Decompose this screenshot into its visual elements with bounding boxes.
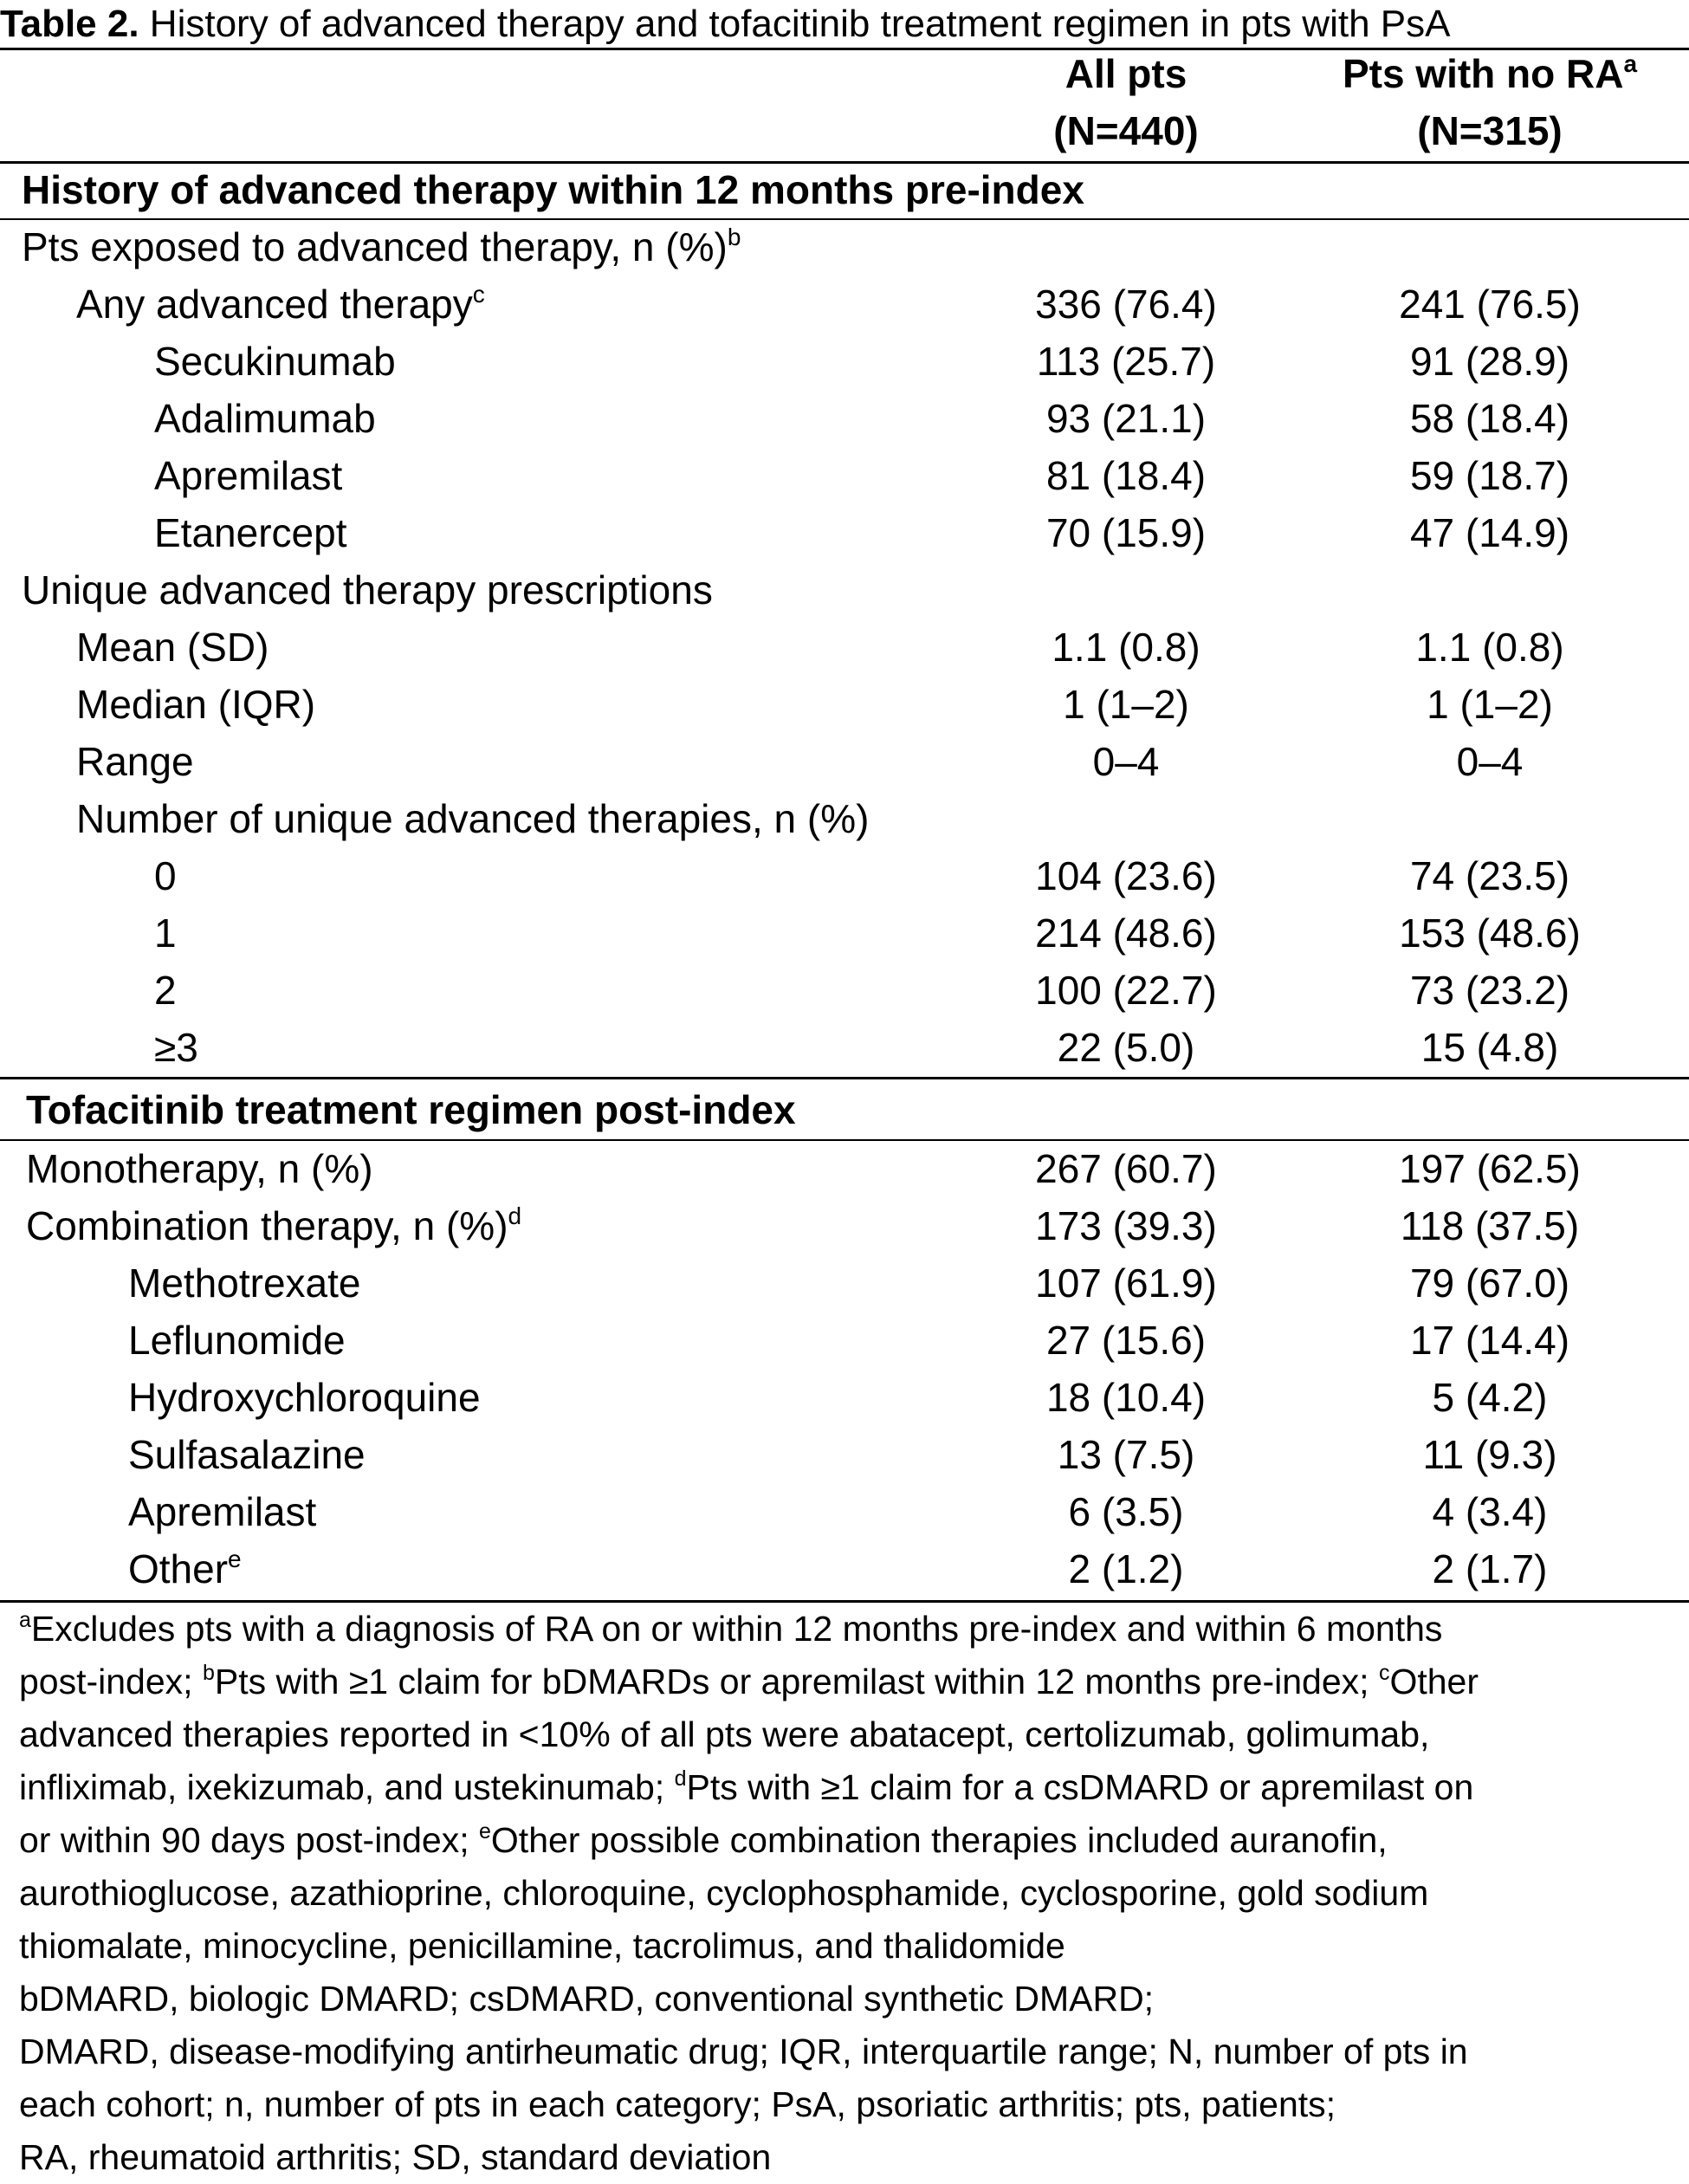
cell-all-pts: 0–4 [1092, 739, 1160, 784]
footnote-line: or within 90 days post-index; $^e$Other possible combination therapies included auranofin, [19, 1819, 1388, 1860]
cell-no-ra: 17 (14.4) [1409, 1318, 1570, 1363]
cell-no-ra: 74 (23.5) [1409, 853, 1570, 898]
cell-no-ra: 1 (1–2) [1427, 682, 1553, 727]
col-header-all-pts-title: All pts [1065, 51, 1187, 96]
table-row [0, 447, 1689, 504]
cell-all-pts: 13 (7.5) [1057, 1432, 1195, 1477]
cell-all-pts: 1.1 (0.8) [1052, 625, 1200, 670]
table-row [0, 1197, 1689, 1254]
table-row [0, 275, 1689, 333]
cell-all-pts: 104 (23.6) [1035, 853, 1217, 898]
row-label: 0 [154, 853, 177, 898]
cell-all-pts: 27 (15.6) [1045, 1318, 1207, 1363]
row-label: Unique advanced therapy prescriptions [22, 567, 713, 612]
footnote-line: infliximab, ixekizumab, and ustekinumab; $^d$Pts with ≥1 claim for a csDMARD or apremilast on [19, 1766, 1474, 1807]
abbreviation-line: RA, rheumatoid arthritis; SD, standard deviation [19, 2137, 772, 2177]
cell-no-ra: 91 (28.9) [1409, 339, 1570, 384]
table-row [0, 504, 1689, 561]
section-divider-rule [0, 1077, 1689, 1079]
row-label: 2 [154, 968, 177, 1013]
cell-all-pts: 267 (60.7) [1035, 1146, 1217, 1191]
cell-all-pts: 6 (3.5) [1068, 1489, 1184, 1534]
row-label: Apremilast [128, 1489, 317, 1534]
section-title: History of advanced therapy within 12 months pre-index [22, 167, 1084, 212]
footnote-line: advanced therapies reported in <10% of all pts were abatacept, certolizumab, golimumab, [19, 1714, 1430, 1754]
row-label: Range [76, 739, 194, 784]
caption-text: History of advanced therapy and tofacitinib treatment regimen in pts with PsA [139, 3, 1451, 45]
col-header-all-pts [961, 45, 1291, 159]
table-row [0, 561, 1689, 619]
cell-all-pts: 173 (39.3) [1035, 1203, 1217, 1248]
table-row [0, 218, 1689, 275]
row-label: Monotherapy, n (%) [26, 1146, 373, 1191]
row-label: ≥3 [154, 1025, 198, 1070]
cell-no-ra: 47 (14.9) [1409, 510, 1570, 555]
cell-no-ra: 15 (4.8) [1420, 1025, 1559, 1070]
table-row [0, 1369, 1689, 1426]
cell-no-ra: 11 (9.3) [1422, 1432, 1557, 1477]
footnote-line: aurothioglucose, azathioprine, chloroquine, cyclophosphamide, cyclosporine, gold sodium [19, 1873, 1429, 1913]
row-label: Mean (SD) [76, 625, 269, 670]
cell-no-ra: 0–4 [1456, 739, 1524, 784]
cell-all-pts: 107 (61.9) [1035, 1260, 1217, 1306]
cell-no-ra: 197 (62.5) [1399, 1146, 1581, 1191]
col-header-no-ra-sup: a [1623, 50, 1638, 77]
row-label: Apremilast [154, 453, 343, 498]
row-label: Sulfasalazine [128, 1432, 366, 1477]
row-label: Etanercept [154, 510, 347, 555]
table-row [0, 333, 1689, 390]
table-row [0, 733, 1689, 790]
row-label: Pts exposed to advanced therapy, n (%)$^b$ [22, 224, 741, 269]
col-header-no-ra [1308, 45, 1672, 159]
cell-all-pts: 93 (21.1) [1045, 396, 1207, 441]
abbreviation-line: bDMARD, biologic DMARD; csDMARD, conventional synthetic DMARD; [19, 1979, 1155, 2019]
cell-no-ra: 59 (18.7) [1409, 453, 1570, 498]
footnotes [19, 1603, 1673, 2184]
footnote-line: $^a$Excludes pts with a diagnosis of RA on or within 12 months pre-index and within 6 months [19, 1608, 1443, 1649]
table-row [0, 1254, 1689, 1312]
cell-all-pts: 18 (10.4) [1045, 1375, 1207, 1420]
caption-label: Table 2. [0, 3, 139, 45]
cell-no-ra: 153 (48.6) [1399, 911, 1581, 956]
row-label: Combination therapy, n (%)$^d$ [26, 1202, 522, 1248]
table-row [0, 962, 1689, 1019]
cell-all-pts: 70 (15.9) [1045, 510, 1207, 555]
cell-all-pts: 81 (18.4) [1045, 453, 1207, 498]
footnote-line: thiomalate, minocycline, penicillamine, tacrolimus, and thalidomide [19, 1926, 1065, 1966]
row-label: Number of unique advanced therapies, n (%) [76, 796, 870, 841]
cell-all-pts: 100 (22.7) [1035, 968, 1217, 1013]
row-label: Hydroxychloroquine [128, 1375, 481, 1420]
cell-no-ra: 4 (3.4) [1432, 1489, 1548, 1534]
row-label: Secukinumab [154, 339, 396, 384]
cell-no-ra: 73 (23.2) [1409, 968, 1570, 1013]
cell-no-ra: 79 (67.0) [1409, 1260, 1570, 1306]
cell-all-pts: 336 (76.4) [1035, 282, 1217, 327]
cell-no-ra: 118 (37.5) [1400, 1203, 1580, 1248]
row-label: Median (IQR) [76, 682, 316, 727]
cell-all-pts: 113 (25.7) [1036, 339, 1216, 384]
row-label: 1 [154, 911, 177, 956]
col-header-no-ra-n: (N=315) [1417, 108, 1563, 153]
table-row [0, 847, 1689, 904]
section-header-advanced-therapy [0, 161, 1689, 218]
table-row [0, 1426, 1689, 1483]
table-row [0, 390, 1689, 447]
cell-no-ra: 5 (4.2) [1432, 1375, 1548, 1420]
cell-no-ra: 1.1 (0.8) [1415, 625, 1564, 670]
table-row [0, 1140, 1689, 1197]
cell-no-ra: 58 (18.4) [1409, 396, 1570, 441]
col-header-no-ra-title: Pts with no RA [1342, 51, 1624, 96]
section-header-tofacitinib [0, 1081, 1689, 1138]
cell-all-pts: 22 (5.0) [1057, 1025, 1195, 1070]
section-title: Tofacitinib treatment regimen post-index [26, 1087, 796, 1132]
table-row [0, 676, 1689, 733]
table-row [0, 619, 1689, 676]
table-row [0, 1019, 1689, 1076]
cell-all-pts: 2 (1.2) [1068, 1546, 1184, 1591]
table-row [0, 1483, 1689, 1540]
abbreviation-line: DMARD, disease-modifying antirheumatic drug; IQR, interquartile range; N, number of pts in [19, 2032, 1468, 2071]
table-caption [0, 0, 1689, 48]
col-header-all-pts-n: (N=440) [1053, 108, 1199, 153]
row-label: Other$^e$ [128, 1546, 242, 1591]
cell-no-ra: 241 (76.5) [1399, 282, 1581, 327]
row-label: Adalimumab [154, 396, 376, 441]
cell-all-pts: 1 (1–2) [1063, 682, 1189, 727]
row-label: Methotrexate [128, 1260, 361, 1306]
table-row [0, 1540, 1689, 1597]
row-label: Leflunomide [128, 1318, 346, 1363]
footnote-line: post-index; $^b$Pts with ≥1 claim for bDMARDs or apremilast within 12 months pre-index; $^c$Other [19, 1661, 1479, 1701]
cell-no-ra: 2 (1.7) [1432, 1546, 1548, 1591]
table-row [0, 904, 1689, 962]
abbreviation-line: each cohort; n, number of pts in each category; PsA, psoriatic arthritis; pts, patients; [19, 2084, 1336, 2124]
row-label: Any advanced therapy$^c$ [76, 281, 485, 327]
table-row [0, 790, 1689, 847]
table-row [0, 1312, 1689, 1369]
cell-all-pts: 214 (48.6) [1035, 911, 1217, 956]
